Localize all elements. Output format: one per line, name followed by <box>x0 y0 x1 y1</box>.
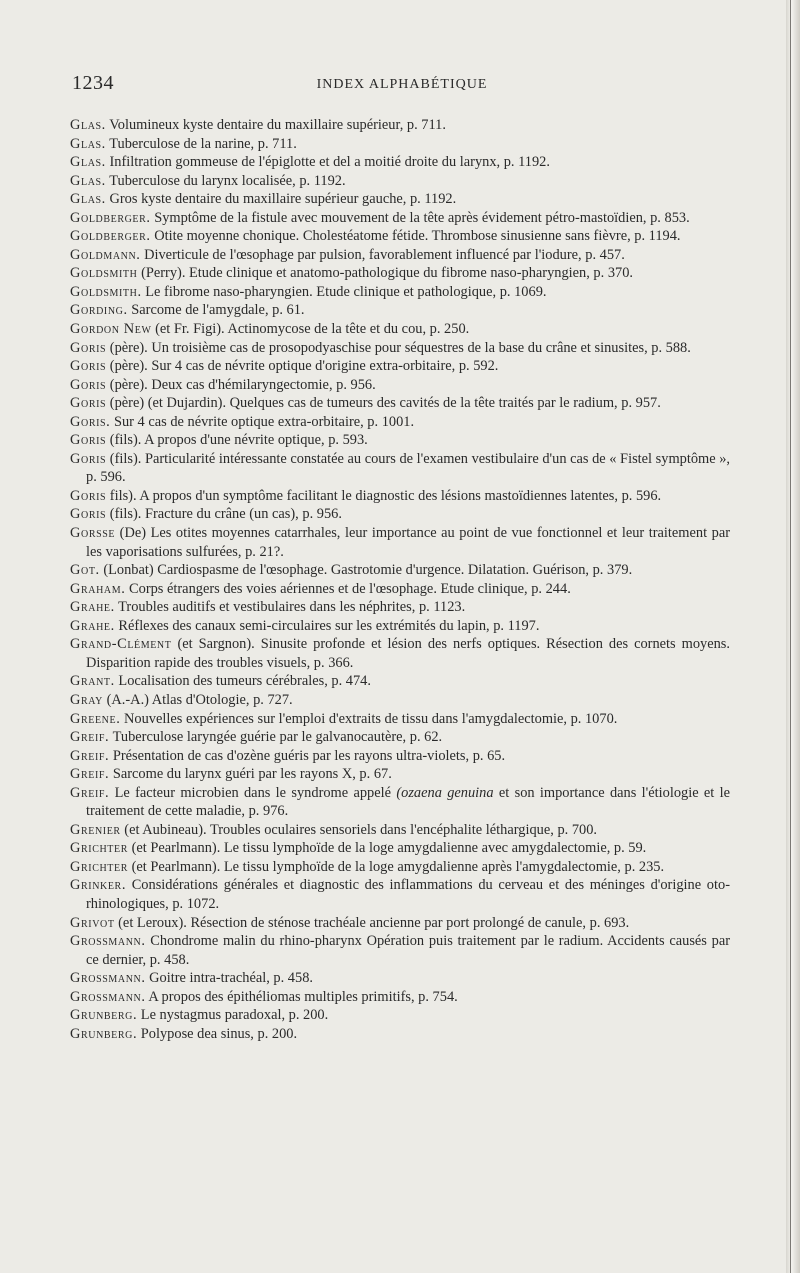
entry-author: Grinker. <box>70 877 127 894</box>
entry-author: Grahe. <box>70 617 115 634</box>
index-entry <box>70 561 730 580</box>
entry-author: Gorsse <box>70 525 116 542</box>
index-entry <box>70 969 730 988</box>
entry-author: Glas. <box>70 135 106 152</box>
entry-author: Grivot <box>70 914 115 931</box>
index-entry <box>70 431 730 450</box>
entry-text: A propos des épithéliomas multiples primitifs, p. 754. <box>145 988 458 1005</box>
index-entry <box>70 858 730 877</box>
index-entry <box>70 932 730 969</box>
entry-author: Graham. <box>70 580 126 597</box>
entry-text: fils). A propos d'un symptôme facilitant le diagnostic des lésions mastoïdiennes latentes, p. 596. <box>106 487 662 504</box>
entry-author: Goris <box>70 506 107 523</box>
entry-text: (Perry). Etude clinique et anatomo-pathologique du fibrome naso-pharyngien, p. 370. <box>137 265 634 282</box>
entry-author: Grahe. <box>70 599 115 616</box>
index-entry <box>70 413 730 432</box>
entry-author: Goldsmith <box>70 265 138 282</box>
entry-text: (fils). Fracture du crâne (un cas), p. 956. <box>106 506 342 523</box>
index-entry <box>70 394 730 413</box>
entry-author: Grichter <box>70 858 128 875</box>
entry-author: Goris <box>70 395 107 412</box>
index-entry <box>70 172 730 191</box>
entry-author: Goris <box>70 487 107 504</box>
entry-text: Réflexes des canaux semi-circulaires sur les extrémités du lapin, p. 1197. <box>114 617 540 634</box>
entry-author: Greif. <box>70 747 110 764</box>
entry-author: Grunberg. <box>70 1025 138 1042</box>
entry-author: Gordon New <box>70 321 152 338</box>
entry-author: Grand-Clément <box>70 636 172 653</box>
entry-author: Goldberger. <box>70 209 151 226</box>
page-header <box>72 72 732 102</box>
index-entry <box>70 747 730 766</box>
entry-author: Goldmann. <box>70 246 141 263</box>
index-entry <box>70 264 730 283</box>
entry-author: Grichter <box>70 840 128 857</box>
index-entry <box>70 691 730 710</box>
index-entry <box>70 784 730 821</box>
entry-author: Grossmann. <box>70 970 146 987</box>
entry-text: Infiltration gommeuse de l'épiglotte et del a moitié droite du larynx, p. 1192. <box>105 154 550 171</box>
entry-text: Tuberculose du larynx localisée, p. 1192. <box>105 172 346 189</box>
entry-author: Greif. <box>70 766 110 783</box>
entry-author: Goldberger. <box>70 228 151 245</box>
entry-author: Glas. <box>70 117 106 133</box>
entry-author: Gray <box>70 691 103 708</box>
entry-text: Présentation de cas d'ozène guéris par les rayons ultra-violets, p. 65. <box>109 747 506 764</box>
entry-author: Got. <box>70 562 100 579</box>
entry-author: Glas. <box>70 191 106 208</box>
index-entry <box>70 914 730 933</box>
index-entry <box>70 710 730 729</box>
index-entry <box>70 505 730 524</box>
index-entries <box>70 116 730 1043</box>
entry-text: (et Pearlmann). Le tissu lymphoïde de la loge amygdalienne avec amygdalectomie, p. 59. <box>127 840 647 857</box>
entry-text: Gros kyste dentaire du maxillaire supérieur gauche, p. 1192. <box>105 191 457 208</box>
entry-author: Goris <box>70 450 107 467</box>
entry-text: Otite moyenne chonique. Cholestéatome fétide. Thrombose sinusienne sans fièvre, p. 1194. <box>150 228 681 245</box>
entry-text: Volumineux kyste dentaire du maxillaire supérieur, p. 711. <box>105 117 446 133</box>
index-entry <box>70 116 730 135</box>
entry-text: Symptôme de la fistule avec mouvement de la tête après évidement pétro-mastoïdien, p. 853. <box>150 209 690 226</box>
index-entry <box>70 190 730 209</box>
entry-text: (fils). A propos d'une névrite optique, p. 593. <box>106 432 368 449</box>
index-entry <box>70 209 730 228</box>
index-entry <box>70 357 730 376</box>
entry-text: Diverticule de l'œsophage par pulsion, favorablement influencé par l'iodure, p. 457. <box>140 246 625 263</box>
entry-author: Goris <box>70 358 107 375</box>
entry-text: Le fibrome naso-pharyngien. Etude clinique et pathologique, p. 1069. <box>141 283 547 300</box>
entry-text: (fils). Particularité intéressante constatée au cours de l'examen vestibulaire d'un cas de « Fistel symptôme », p. 596. <box>86 450 730 486</box>
entry-author: Goris. <box>70 413 111 430</box>
index-entry <box>70 135 730 154</box>
index-entry <box>70 988 730 1007</box>
entry-text-tail: et son importance dans l'étiologie et le traitement de cette maladie, p. 976. <box>86 784 730 820</box>
entry-author: Goris <box>70 432 107 449</box>
entry-text: (et Fr. Figi). Actinomycose de la tête et du cou, p. 250. <box>151 321 470 338</box>
entry-author: Grunberg. <box>70 1007 138 1024</box>
entry-text: Troubles auditifs et vestibulaires dans les néphrites, p. 1123. <box>114 599 466 616</box>
index-entry <box>70 227 730 246</box>
index-entry <box>70 450 730 487</box>
entry-text: (et Leroux). Résection de sténose trachéale ancienne par port prolongé de canule, p. 693. <box>114 914 630 931</box>
entry-text: (A.-A.) Atlas d'Otologie, p. 727. <box>103 691 293 708</box>
entry-text: (père). Deux cas d'hémilaryngectomie, p. 956. <box>106 376 376 393</box>
index-entry <box>70 1025 730 1044</box>
entry-text: (père). Un troisième cas de prosopodyaschise pour séquestres de la base du crâne et sinusites, p. 588. <box>106 339 691 356</box>
entry-text: Goitre intra-trachéal, p. 458. <box>145 970 313 987</box>
entry-text: Sur 4 cas de névrite optique extra-orbitaire, p. 1001. <box>110 413 415 430</box>
entry-text: Le facteur microbien dans le syndrome appelé <box>109 784 397 801</box>
entry-author: Grossmann. <box>70 988 146 1005</box>
index-entry <box>70 876 730 913</box>
entry-text: Sarcome de l'amygdale, p. 61. <box>127 302 305 319</box>
index-entry <box>70 728 730 747</box>
index-entry <box>70 839 730 858</box>
index-entry <box>70 283 730 302</box>
index-entry <box>70 821 730 840</box>
entry-author: Greif. <box>70 784 110 801</box>
index-entry <box>70 487 730 506</box>
page-number: 1234 <box>72 72 114 94</box>
entry-author: Grenier <box>70 821 121 838</box>
entry-text: (père) (et Dujardin). Quelques cas de tumeurs des cavités de la tête traités par le radium, p. 957. <box>106 395 661 412</box>
index-entry <box>70 598 730 617</box>
index-entry <box>70 153 730 172</box>
index-entry <box>70 672 730 691</box>
entry-text: (et Aubineau). Troubles oculaires sensoriels dans l'encéphalite léthargique, p. 700. <box>120 821 598 838</box>
entry-text: (De) Les otites moyennes catarrhales, leur importance au point de vue fonctionnel et leur traitement par les vaporisations sulfurées, p. 21?. <box>86 525 730 560</box>
entry-author: Glas. <box>70 154 106 171</box>
index-entry <box>70 376 730 395</box>
index-entry <box>70 765 730 784</box>
entry-text: Considérations générales et diagnostic des inflammations du cerveau et des méninges d'origine oto-rhinologiques, p. 1072. <box>86 877 730 912</box>
entry-text: Polypose dea sinus, p. 200. <box>137 1025 298 1042</box>
index-entry <box>70 339 730 358</box>
index-entry <box>70 301 730 320</box>
index-entry <box>70 524 730 561</box>
page-edge <box>786 0 800 1273</box>
entry-text: Corps étrangers des voies aériennes et de l'œsophage. Etude clinique, p. 244. <box>125 580 571 597</box>
entry-text: Le nystagmus paradoxal, p. 200. <box>137 1007 329 1024</box>
entry-text: (Lonbat) Cardiospasme de l'œsophage. Gastrotomie d'urgence. Dilatation. Guérison, p. 379. <box>99 562 633 579</box>
index-entry <box>70 320 730 339</box>
entry-text: Tuberculose de la narine, p. 711. <box>105 135 297 152</box>
entry-text: (père). Sur 4 cas de névrite optique d'origine extra-orbitaire, p. 592. <box>106 358 499 375</box>
index-entry <box>70 1006 730 1025</box>
entry-text: Nouvelles expériences sur l'emploi d'extraits de tissu dans l'amygdalectomie, p. 1070. <box>120 710 618 727</box>
entry-text: (et Sargnon). Sinusite profonde et lésion des nerfs optiques. Résection des cornets moyens. Disparition rapide des troubles visuels, p. 366. <box>86 636 730 671</box>
entry-text: Sarcome du larynx guéri par les rayons X, p. 67. <box>109 766 392 783</box>
entry-text: Chondrome malin du rhino-pharynx Opération puis traitement par le radium. Accidents causés par ce dernier, p. 458. <box>86 933 730 968</box>
entry-author: Goris <box>70 376 107 393</box>
running-head: INDEX ALPHABÉTIQUE <box>316 77 488 92</box>
entry-text: Tuberculose laryngée guérie par le galvanocautère, p. 62. <box>109 729 443 746</box>
entry-author: Goris <box>70 339 107 356</box>
entry-author: Greif. <box>70 729 110 746</box>
index-entry <box>70 617 730 636</box>
entry-text: Localisation des tumeurs cérébrales, p. 474. <box>114 673 371 690</box>
entry-author: Goldsmith. <box>70 283 142 300</box>
index-entry <box>70 580 730 599</box>
index-entry <box>70 635 730 672</box>
entry-author: Grant. <box>70 673 115 690</box>
entry-author: Greene. <box>70 710 121 727</box>
entry-author: Glas. <box>70 172 106 189</box>
entry-author: Gording. <box>70 302 128 319</box>
index-entry <box>70 246 730 265</box>
entry-italic: (ozaena genuina <box>396 784 494 801</box>
entry-text: (et Pearlmann). Le tissu lymphoïde de la loge amygdalienne après l'amygdalectomie, p. 235. <box>127 858 665 875</box>
entry-author: Grossmann. <box>70 933 146 950</box>
